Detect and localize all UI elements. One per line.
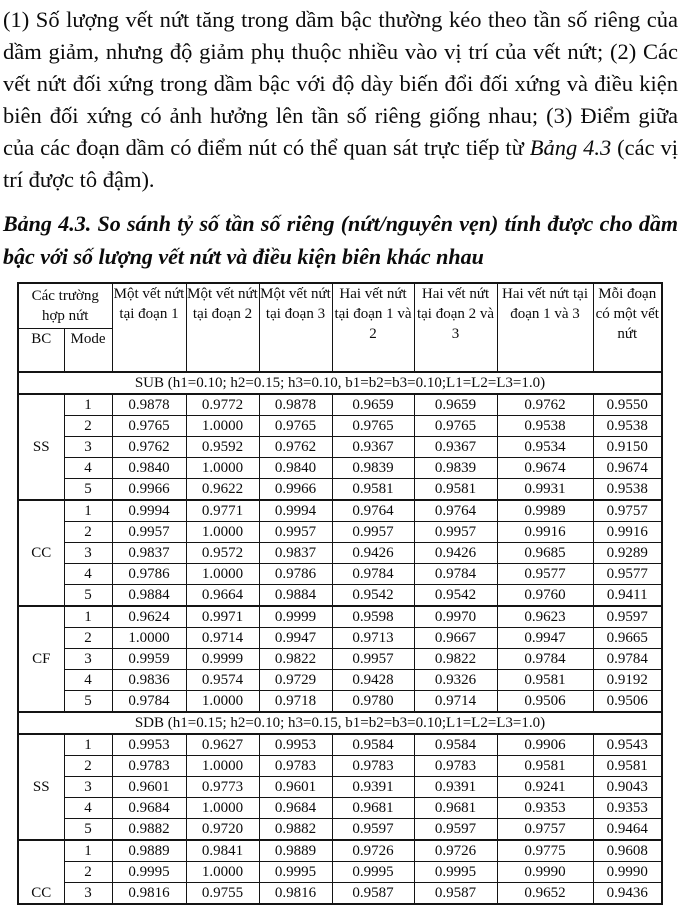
value-cell: 0.9720	[186, 819, 259, 841]
value-cell: 0.9608	[593, 840, 662, 862]
value-cell: 0.9764	[332, 500, 414, 522]
value-cell: 0.9784	[593, 649, 662, 670]
value-cell: 0.9574	[186, 670, 259, 691]
value-cell: 0.9999	[186, 649, 259, 670]
mode-cell: 4	[64, 798, 112, 819]
value-cell: 0.9726	[414, 840, 497, 862]
value-cell: 0.9581	[497, 670, 593, 691]
mode-cell: 1	[64, 734, 112, 756]
value-cell: 0.9542	[414, 585, 497, 607]
value-cell: 0.9971	[186, 606, 259, 628]
value-cell: 0.9623	[497, 606, 593, 628]
mode-cell: 5	[64, 819, 112, 841]
value-cell: 0.9840	[112, 458, 186, 479]
value-cell: 0.9326	[414, 670, 497, 691]
header-col-1: Một vết nứt tại đoạn 1	[112, 283, 186, 372]
value-cell: 0.9043	[593, 777, 662, 798]
mode-cell: 2	[64, 522, 112, 543]
data-row	[18, 777, 662, 798]
header-col-3: Một vết nứt tại đoạn 3	[259, 283, 332, 372]
value-cell: 0.9577	[497, 564, 593, 585]
value-cell: 0.9353	[593, 798, 662, 819]
value-cell: 0.9772	[186, 394, 259, 416]
table-caption: Bảng 4.3. So sánh tỷ số tần số riêng (nứt/nguyên vẹn) tính được cho dầm bậc với số lượng vết nứt và điều kiện biên khác nhau	[3, 211, 678, 269]
value-cell: 0.9391	[332, 777, 414, 798]
value-cell: 0.9837	[259, 543, 332, 564]
bc-cell: SS	[18, 734, 64, 840]
value-cell: 0.9989	[497, 500, 593, 522]
value-cell: 0.9713	[332, 628, 414, 649]
value-cell: 0.9765	[414, 416, 497, 437]
value-cell: 0.9577	[593, 564, 662, 585]
mode-cell: 2	[64, 862, 112, 883]
value-cell: 0.9957	[332, 649, 414, 670]
value-cell: 0.9884	[112, 585, 186, 607]
value-cell: 0.9878	[259, 394, 332, 416]
bc-cell: SS	[18, 394, 64, 500]
value-cell: 0.9995	[112, 862, 186, 883]
value-cell: 0.9884	[259, 585, 332, 607]
value-cell: 0.9822	[414, 649, 497, 670]
value-cell: 0.9664	[186, 585, 259, 607]
value-cell: 0.9367	[414, 437, 497, 458]
value-cell: 0.9538	[593, 416, 662, 437]
mode-cell: 2	[64, 756, 112, 777]
value-cell: 0.9726	[332, 840, 414, 862]
table-reference: Bảng 4.3	[529, 135, 612, 160]
value-cell: 0.9681	[414, 798, 497, 819]
value-cell: 0.9581	[593, 756, 662, 777]
value-cell: 0.9916	[593, 522, 662, 543]
value-cell: 0.9543	[593, 734, 662, 756]
value-cell: 0.9765	[112, 416, 186, 437]
data-row	[18, 564, 662, 585]
value-cell: 1.0000	[186, 691, 259, 713]
value-cell: 0.9684	[259, 798, 332, 819]
value-cell: 0.9878	[112, 394, 186, 416]
value-cell: 0.9538	[497, 416, 593, 437]
value-cell: 0.9957	[112, 522, 186, 543]
section-row	[18, 372, 662, 394]
value-cell: 0.9947	[259, 628, 332, 649]
mode-cell: 3	[64, 649, 112, 670]
value-cell: 0.9601	[112, 777, 186, 798]
value-cell: 0.9391	[414, 777, 497, 798]
value-cell: 0.9765	[332, 416, 414, 437]
value-cell: 0.9994	[112, 500, 186, 522]
mode-cell: 1	[64, 394, 112, 416]
value-cell: 0.9592	[186, 437, 259, 458]
value-cell: 0.9674	[593, 458, 662, 479]
value-cell: 0.9714	[186, 628, 259, 649]
mode-cell: 3	[64, 437, 112, 458]
mode-cell: 3	[64, 543, 112, 564]
value-cell: 0.9839	[332, 458, 414, 479]
value-cell: 0.9464	[593, 819, 662, 841]
value-cell: 0.9773	[186, 777, 259, 798]
value-cell: 0.9760	[497, 585, 593, 607]
value-cell: 1.0000	[186, 458, 259, 479]
value-cell: 0.9506	[497, 691, 593, 713]
value-cell: 0.9970	[414, 606, 497, 628]
value-cell: 0.9667	[414, 628, 497, 649]
value-cell: 0.9840	[259, 458, 332, 479]
value-cell: 1.0000	[186, 416, 259, 437]
value-cell: 0.9534	[497, 437, 593, 458]
value-cell: 0.9674	[497, 458, 593, 479]
value-cell: 0.9587	[414, 883, 497, 905]
header-col-5: Hai vết nứt tại đoạn 2 và 3	[414, 283, 497, 372]
value-cell: 0.9771	[186, 500, 259, 522]
value-cell: 0.9659	[414, 394, 497, 416]
value-cell: 0.9289	[593, 543, 662, 564]
value-cell: 0.9780	[332, 691, 414, 713]
header-col-4: Hai vết nứt tại đoạn 1 và 2	[332, 283, 414, 372]
value-cell: 0.9783	[259, 756, 332, 777]
value-cell: 0.9192	[593, 670, 662, 691]
value-cell: 0.9426	[332, 543, 414, 564]
data-row	[18, 543, 662, 564]
data-row	[18, 416, 662, 437]
value-cell: 0.9882	[112, 819, 186, 841]
mode-cell: 3	[64, 777, 112, 798]
value-cell: 0.9587	[332, 883, 414, 905]
data-row	[18, 734, 662, 756]
value-cell: 0.9783	[414, 756, 497, 777]
value-cell: 0.9597	[414, 819, 497, 841]
value-cell: 0.9729	[259, 670, 332, 691]
header-col-2: Một vết nứt tại đoạn 2	[186, 283, 259, 372]
mode-cell: 4	[64, 670, 112, 691]
value-cell: 0.9428	[332, 670, 414, 691]
value-cell: 0.9889	[112, 840, 186, 862]
value-cell: 0.9816	[112, 883, 186, 905]
value-cell: 0.9436	[593, 883, 662, 905]
value-cell: 0.9538	[593, 479, 662, 501]
value-cell: 0.9550	[593, 394, 662, 416]
mode-cell: 4	[64, 564, 112, 585]
data-row	[18, 756, 662, 777]
value-cell: 0.9367	[332, 437, 414, 458]
value-cell: 0.9953	[259, 734, 332, 756]
mode-cell: 5	[64, 691, 112, 713]
value-cell: 0.9995	[414, 862, 497, 883]
value-cell: 0.9959	[112, 649, 186, 670]
data-row	[18, 606, 662, 628]
bc-cell: CC	[18, 500, 64, 606]
data-row	[18, 437, 662, 458]
value-cell: 1.0000	[112, 628, 186, 649]
value-cell: 0.9762	[112, 437, 186, 458]
value-cell: 0.9931	[497, 479, 593, 501]
value-cell: 0.9598	[332, 606, 414, 628]
value-cell: 0.9995	[259, 862, 332, 883]
value-cell: 1.0000	[186, 522, 259, 543]
value-cell: 0.9882	[259, 819, 332, 841]
value-cell: 0.9581	[497, 756, 593, 777]
header-col-7: Mỗi đoạn có một vết nứt	[593, 283, 662, 372]
value-cell: 0.9764	[414, 500, 497, 522]
data-row	[18, 691, 662, 713]
value-cell: 0.9584	[332, 734, 414, 756]
value-cell: 1.0000	[186, 756, 259, 777]
value-cell: 0.9757	[593, 500, 662, 522]
value-cell: 0.9241	[497, 777, 593, 798]
value-cell: 0.9990	[593, 862, 662, 883]
value-cell: 0.9572	[186, 543, 259, 564]
value-cell: 0.9822	[259, 649, 332, 670]
value-cell: 0.9627	[186, 734, 259, 756]
value-cell: 0.9784	[497, 649, 593, 670]
value-cell: 0.9665	[593, 628, 662, 649]
value-cell: 0.9994	[259, 500, 332, 522]
mode-cell: 4	[64, 458, 112, 479]
data-row	[18, 883, 662, 905]
header-crack-cases: Các trường hợp nứt	[18, 283, 112, 329]
data-row	[18, 394, 662, 416]
value-cell: 0.9775	[497, 840, 593, 862]
value-cell: 0.9786	[112, 564, 186, 585]
value-cell: 0.9597	[593, 606, 662, 628]
value-cell: 0.9957	[414, 522, 497, 543]
value-cell: 0.9786	[259, 564, 332, 585]
value-cell: 0.9916	[497, 522, 593, 543]
value-cell: 0.9684	[112, 798, 186, 819]
value-cell: 0.9784	[332, 564, 414, 585]
value-cell: 0.9659	[332, 394, 414, 416]
value-cell: 0.9755	[186, 883, 259, 905]
value-cell: 0.9506	[593, 691, 662, 713]
value-cell: 0.9622	[186, 479, 259, 501]
section-title: SDB (h1=0.15; h2=0.10; h3=0.15, b1=b2=b3=0.10;L1=L2=L3=1.0)	[18, 712, 662, 734]
data-row	[18, 862, 662, 883]
data-row	[18, 585, 662, 607]
value-cell: 0.9957	[259, 522, 332, 543]
value-cell: 0.9597	[332, 819, 414, 841]
mode-cell: 5	[64, 479, 112, 501]
value-cell: 0.9889	[259, 840, 332, 862]
value-cell: 0.9784	[112, 691, 186, 713]
data-row	[18, 628, 662, 649]
data-row	[18, 819, 662, 841]
value-cell: 1.0000	[186, 862, 259, 883]
data-row	[18, 649, 662, 670]
data-row	[18, 798, 662, 819]
value-cell: 0.9947	[497, 628, 593, 649]
value-cell: 0.9353	[497, 798, 593, 819]
mode-cell: 1	[64, 606, 112, 628]
bc-cell: CF	[18, 606, 64, 712]
data-row	[18, 479, 662, 501]
value-cell: 0.9542	[332, 585, 414, 607]
mode-cell: 1	[64, 840, 112, 862]
mode-cell: 2	[64, 628, 112, 649]
value-cell: 0.9906	[497, 734, 593, 756]
value-cell: 0.9757	[497, 819, 593, 841]
value-cell: 0.9150	[593, 437, 662, 458]
value-cell: 0.9762	[497, 394, 593, 416]
value-cell: 0.9411	[593, 585, 662, 607]
value-cell: 1.0000	[186, 798, 259, 819]
mode-cell: 1	[64, 500, 112, 522]
paragraph-text-tail: (các vị trí được tô đậm).	[3, 135, 678, 192]
value-cell: 0.9581	[414, 479, 497, 501]
data-row	[18, 458, 662, 479]
header-bc: BC	[18, 329, 64, 373]
value-cell: 0.9999	[259, 606, 332, 628]
value-cell: 0.9990	[497, 862, 593, 883]
value-cell: 0.9426	[414, 543, 497, 564]
value-cell: 0.9681	[332, 798, 414, 819]
value-cell: 0.9714	[414, 691, 497, 713]
paragraph-text: (1) Số lượng vết nứt tăng trong dầm bậc thường kéo theo tần số riêng của dầm giảm, nhưng độ giảm phụ thuộc nhiều vào vị trí của vết nứt; (2) Các vết nứt đối xứng trong dầm bậc với độ dày biến đổi đối xứng và điều kiện biên đối xứng có ảnh hưởng lên tần số riêng giống nhau; (3) Điểm giữa của các đoạn dầm có điểm nút có thể quan sát trực tiếp từ	[3, 7, 678, 160]
value-cell: 0.9652	[497, 883, 593, 905]
value-cell: 0.9784	[414, 564, 497, 585]
mode-cell: 5	[64, 585, 112, 607]
data-row	[18, 500, 662, 522]
value-cell: 0.9957	[332, 522, 414, 543]
header-mode: Mode	[64, 329, 112, 373]
data-row	[18, 522, 662, 543]
value-cell: 0.9783	[332, 756, 414, 777]
value-cell: 0.9966	[112, 479, 186, 501]
value-cell: 1.0000	[186, 564, 259, 585]
mode-cell: 3	[64, 883, 112, 905]
value-cell: 0.9836	[112, 670, 186, 691]
body-paragraph	[0, 0, 680, 196]
frequency-ratio-table	[17, 282, 663, 905]
value-cell: 0.9816	[259, 883, 332, 905]
value-cell: 0.9783	[112, 756, 186, 777]
bc-cell: CC	[18, 840, 64, 904]
value-cell: 0.9685	[497, 543, 593, 564]
value-cell: 0.9995	[332, 862, 414, 883]
value-cell: 0.9837	[112, 543, 186, 564]
header-col-6: Hai vết nứt tại đoạn 1 và 3	[497, 283, 593, 372]
data-row	[18, 670, 662, 691]
value-cell: 0.9841	[186, 840, 259, 862]
data-row	[18, 840, 662, 862]
section-title: SUB (h1=0.10; h2=0.15; h3=0.10, b1=b2=b3=0.10;L1=L2=L3=1.0)	[18, 372, 662, 394]
value-cell: 0.9601	[259, 777, 332, 798]
value-cell: 0.9762	[259, 437, 332, 458]
value-cell: 0.9718	[259, 691, 332, 713]
value-cell: 0.9624	[112, 606, 186, 628]
value-cell: 0.9966	[259, 479, 332, 501]
section-row	[18, 712, 662, 734]
value-cell: 0.9765	[259, 416, 332, 437]
value-cell: 0.9584	[414, 734, 497, 756]
mode-cell: 2	[64, 416, 112, 437]
value-cell: 0.9581	[332, 479, 414, 501]
value-cell: 0.9953	[112, 734, 186, 756]
value-cell: 0.9839	[414, 458, 497, 479]
